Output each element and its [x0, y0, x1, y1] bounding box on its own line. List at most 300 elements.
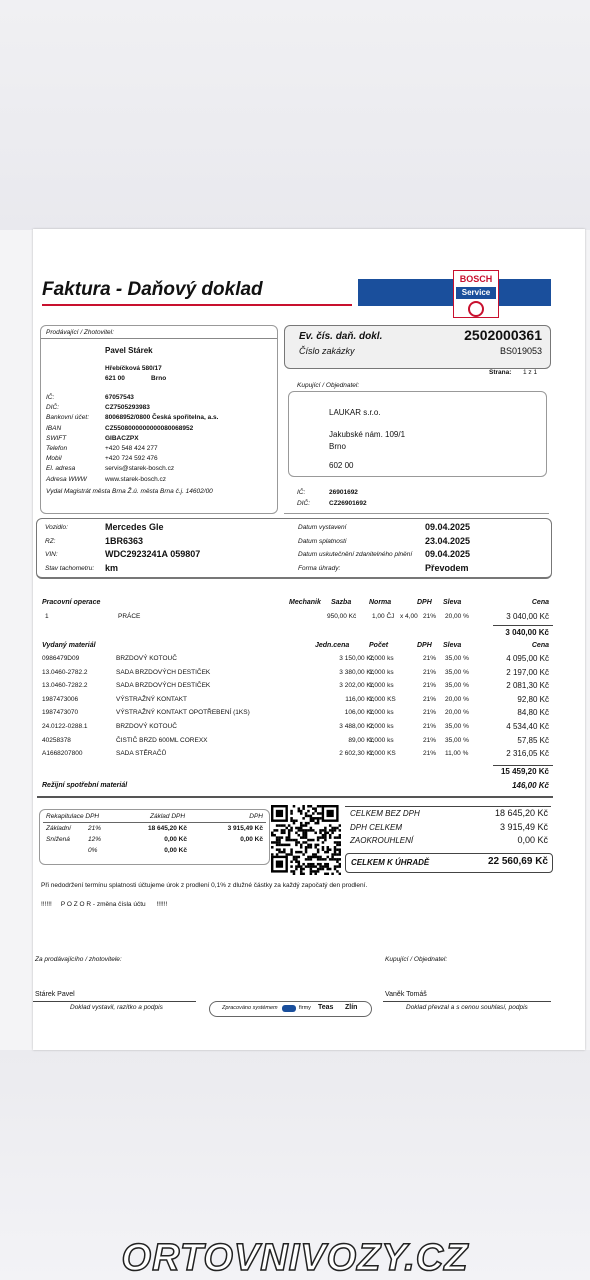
vehicle-value: km [105, 563, 119, 573]
qr-module [324, 829, 327, 832]
qr-module [283, 829, 286, 832]
qr-module [336, 848, 339, 851]
qr-module [285, 853, 288, 856]
qr-module [271, 846, 274, 849]
material-row-qty: 1,000 ks [369, 668, 394, 676]
qr-module [329, 868, 332, 871]
overhead-label: Režijní spotřební materiál [42, 782, 128, 789]
qr-module [310, 817, 313, 820]
buyer-box [288, 391, 547, 477]
work-total-line [493, 625, 553, 626]
qr-module [310, 873, 313, 875]
qr-module [288, 836, 291, 839]
qr-module [327, 846, 330, 849]
qr-module [334, 853, 337, 856]
vat-row-rate: 12% [88, 836, 102, 843]
qr-module [295, 868, 298, 871]
seller-box [40, 325, 278, 514]
material-row-vat: 21% [423, 709, 437, 717]
total-row-label: CELKEM BEZ DPH [350, 809, 420, 818]
qr-module [302, 817, 305, 820]
qr-module [281, 832, 284, 835]
material-row-discount: 20,00 % [445, 709, 469, 717]
qr-module [322, 836, 325, 839]
seller-street: Hřebíčková 580/17 [105, 365, 162, 372]
material-header-4: Sleva [443, 642, 462, 649]
seller-detail-value: servis@starek-bosch.cz [105, 465, 175, 473]
qr-module [307, 839, 310, 842]
buyer-name: LAUKAR s.r.o. [329, 408, 381, 417]
ev-label: Ev. čís. daň. dokl. [299, 331, 383, 342]
qr-module [285, 844, 288, 847]
material-total: 15 459,20 Kč [500, 767, 549, 776]
qr-module [327, 832, 330, 835]
qr-module [290, 851, 293, 854]
order-label: Číslo zakázky [299, 346, 355, 356]
qr-module [298, 829, 301, 832]
qr-module [310, 865, 313, 868]
total-row-value: 18 645,20 Kč [494, 808, 548, 818]
material-row-code: 13.0460-2782.2 [42, 668, 88, 676]
qr-module [312, 807, 315, 810]
qr-module [334, 848, 337, 851]
qr-module [317, 851, 320, 854]
qr-module [336, 861, 339, 864]
material-row-qty: 2,000 ks [369, 723, 394, 730]
qr-module [334, 858, 337, 861]
qr-module [285, 827, 288, 830]
vat-recap-box [39, 809, 270, 865]
vat-header-label: Rekapitulace DPH [46, 813, 100, 820]
vehicle-label: RZ: [45, 538, 56, 545]
work-row-norm: 1,00 ČJ [372, 613, 395, 620]
qr-module [314, 856, 317, 859]
qr-module [312, 856, 315, 859]
qr-module [281, 824, 284, 827]
bosch-service-logo [453, 270, 499, 318]
seller-detail-value: +420 724 592 476 [105, 455, 158, 463]
qr-module [314, 870, 317, 873]
qr-module [322, 848, 325, 851]
work-header-6: Cena [531, 599, 549, 606]
qr-module [290, 827, 293, 830]
qr-module [271, 832, 274, 835]
qr-module [278, 824, 281, 827]
qr-module [307, 822, 310, 825]
material-row-qty: 1,000 ks [369, 736, 394, 744]
material-row-code: 1987473070 [42, 709, 79, 717]
work-row-discount: 20,00 % [445, 613, 469, 620]
material-row-unit-price: 106,00 Kč [344, 709, 374, 717]
teas-system-badge [209, 1001, 372, 1017]
qr-module [300, 851, 303, 854]
qr-module [281, 851, 284, 854]
page-label: Strana: [489, 369, 512, 376]
qr-module [317, 856, 320, 859]
work-header-4: DPH [417, 599, 432, 606]
qr-module [278, 841, 281, 844]
qr-module [317, 812, 320, 815]
qr-module [300, 870, 303, 873]
qr-module [278, 848, 281, 851]
date-value: 09.04.2025 [425, 522, 471, 532]
material-row-code: 40258378 [42, 736, 71, 744]
work-header-1: Mechanik [289, 599, 321, 606]
invoice-title: Faktura - Daňový doklad [42, 279, 263, 300]
qr-module [300, 836, 303, 839]
logo-text-top: BOSCH [459, 274, 493, 284]
qr-module [300, 846, 303, 849]
qr-module [339, 851, 341, 854]
qr-module [307, 805, 310, 808]
qr-module [317, 868, 320, 871]
teas-logo-icon [282, 1005, 296, 1012]
qr-module [314, 865, 317, 868]
buyer-ic-label: IČ: [297, 489, 306, 496]
material-header-3: DPH [417, 642, 432, 649]
qr-module [339, 824, 341, 827]
seller-detail-value: CZ7505293983 [105, 404, 150, 412]
qr-module [276, 829, 279, 832]
qr-module [302, 834, 305, 837]
material-row-code: 13.0460-7282.2 [42, 682, 88, 690]
qr-module [293, 819, 296, 822]
qr-module [271, 841, 274, 844]
seller-name: Pavel Stárek [105, 346, 153, 355]
work-row-name: PRÁCE [118, 613, 141, 620]
qr-module [305, 824, 308, 827]
qr-module [273, 841, 276, 844]
qr-module [324, 839, 327, 842]
qr-module [302, 868, 305, 871]
qr-module [288, 844, 291, 847]
seller-detail-label: Mobil [46, 455, 62, 463]
seller-detail-value: CZ5508000000000080068952 [105, 424, 194, 432]
qr-module [322, 858, 325, 861]
material-row-name: SADA STĚRAČŮ [116, 750, 167, 758]
work-header-3: Norma [369, 599, 392, 606]
material-row-code: 0986479D09 [42, 655, 80, 662]
qr-module [314, 853, 317, 856]
qr-module [305, 841, 308, 844]
order-number: BS019053 [499, 346, 542, 356]
qr-module [288, 834, 291, 837]
qr-module [327, 856, 330, 859]
qr-module [339, 873, 341, 875]
qr-module [317, 836, 320, 839]
qr-module [290, 810, 293, 813]
qr-module [336, 865, 339, 868]
buyer-signature-label: Kupující / Objednatel: [385, 956, 448, 963]
qr-module [339, 844, 341, 847]
qr-module [312, 853, 315, 856]
qr-module [307, 858, 310, 861]
qr-module [336, 841, 339, 844]
qr-finder-inner [327, 810, 334, 817]
work-header-5: Sleva [443, 599, 462, 606]
grand-total-value: 22 560,69 Kč [487, 856, 548, 867]
qr-module [329, 834, 332, 837]
qr-module [329, 824, 332, 827]
document-number-box [284, 325, 551, 369]
qr-module [307, 846, 310, 849]
material-row-vat: 21% [423, 682, 437, 690]
seller-registration: Vydal Magistrát města Brna Ž.ú. města Brna č.j. 14602/00 [46, 488, 213, 495]
qr-module [290, 848, 293, 851]
qr-module [327, 865, 330, 868]
qr-module [300, 868, 303, 871]
qr-module [300, 865, 303, 868]
material-row-discount: 35,00 % [445, 682, 469, 690]
work-row-price: 3 040,00 Kč [506, 612, 549, 621]
buyer-ic: 26901692 [329, 489, 358, 496]
qr-module [324, 834, 327, 837]
material-row-name: BRZDOVÝ KOTOUČ [116, 723, 177, 730]
material-row-price: 4 534,40 Kč [506, 722, 549, 731]
logo-text-bottom: Service [456, 287, 496, 299]
vehicle-value: 1BR6363 [105, 536, 144, 546]
qr-module [290, 812, 293, 815]
qr-module [319, 832, 322, 835]
date-value: Převodem [425, 563, 469, 573]
qr-module [276, 853, 279, 856]
qr-module [331, 856, 334, 859]
qr-module [334, 851, 337, 854]
qr-module [317, 805, 320, 808]
qr-module [310, 856, 313, 859]
qr-module [298, 834, 301, 837]
qr-module [336, 836, 339, 839]
qr-module [310, 827, 313, 830]
material-row-qty: 2,000 ks [369, 655, 394, 662]
qr-module [300, 827, 303, 830]
material-row-vat: 21% [423, 668, 437, 676]
vehicle-value: Mercedes Gle [105, 522, 164, 532]
qr-module [293, 858, 296, 861]
qr-module [312, 829, 315, 832]
qr-module [310, 829, 313, 832]
material-row-name: SADA BRZDOVÝCH DESTIČEK [116, 682, 211, 690]
qr-module [329, 848, 332, 851]
qr-module [336, 844, 339, 847]
qr-module [322, 834, 325, 837]
qr-module [276, 839, 279, 842]
qr-module [319, 836, 322, 839]
seller-detail-label: Adresa WWW [46, 475, 87, 483]
qr-module [288, 853, 291, 856]
qr-module [302, 832, 305, 835]
qr-finder-inner [276, 810, 283, 817]
qr-module [298, 841, 301, 844]
material-row-price: 4 095,00 Kč [506, 654, 549, 663]
qr-module [302, 836, 305, 839]
material-row-discount: 11,00 % [445, 750, 469, 758]
account-change-warning: !!!!!! P O Z O R - změna čísla účtu !!!!!! [41, 901, 168, 908]
qr-module [314, 846, 317, 849]
material-row-name: BRZDOVÝ KOTOUČ [116, 655, 177, 662]
qr-module [324, 863, 327, 866]
qr-module [305, 851, 308, 854]
date-label: Datum uskutečnění zdanitelného plnění [298, 551, 413, 558]
qr-module [314, 873, 317, 875]
date-label: Datum vystavení [298, 524, 347, 531]
qr-module [290, 817, 293, 820]
qr-module [298, 863, 301, 866]
qr-module [285, 839, 288, 842]
interest-note: Při nedodržení termínu splatnosti účtujeme úrok z prodlení 0,1% z dlužné částky za každý započatý den prodlení. [41, 882, 368, 889]
qr-module [290, 865, 293, 868]
seller-detail-value: www.starek-bosch.cz [105, 475, 167, 483]
qr-module [300, 810, 303, 813]
qr-module [334, 836, 337, 839]
qr-module [334, 827, 337, 830]
qr-module [300, 873, 303, 875]
work-row-no: 1 [45, 613, 49, 620]
material-row-qty: 1,000 ks [369, 682, 394, 690]
qr-module [334, 868, 337, 871]
material-row-name: ČISTIČ BRZD 600ML COREXX [116, 736, 208, 744]
qr-module [295, 841, 298, 844]
qr-module [298, 810, 301, 813]
title-underline [42, 304, 352, 306]
qr-module [310, 815, 313, 818]
qr-module [285, 836, 288, 839]
qr-module [339, 829, 341, 832]
qr-module [339, 834, 341, 837]
material-row-unit-price: 3 380,00 Kč [339, 668, 374, 676]
buyer-signature-note: Doklad převzal a s cenou souhlasí, podpis [406, 1004, 528, 1011]
qr-module [317, 858, 320, 861]
qr-module [317, 822, 320, 825]
material-row-vat: 21% [423, 750, 437, 758]
vat-row-base: 18 645,20 Kč [147, 825, 187, 832]
qr-module [276, 844, 279, 847]
date-value: 09.04.2025 [425, 549, 471, 559]
qr-module [273, 834, 276, 837]
qr-module [317, 848, 320, 851]
seller-detail-value: +420 548 424 277 [105, 445, 158, 452]
qr-module [310, 839, 313, 842]
qr-module [276, 841, 279, 844]
system-text: Zpracováno systémem [222, 1005, 278, 1011]
ev-number: 2502000361 [464, 327, 542, 343]
qr-module [339, 865, 341, 868]
qr-module [322, 865, 325, 868]
qr-module [288, 832, 291, 835]
vat-row-rate: 0% [88, 847, 98, 854]
material-row-price: 2 197,00 Kč [506, 667, 549, 677]
system-city: Zlín [345, 1004, 358, 1011]
grand-total-label: CELKEM K ÚHRADĚ [351, 858, 430, 867]
qr-module [278, 836, 281, 839]
qr-module [331, 873, 334, 875]
qr-module [276, 848, 279, 851]
qr-module [298, 861, 301, 864]
totals-top-line [345, 806, 551, 807]
qr-module [271, 853, 274, 856]
material-header-2: Počet [369, 642, 389, 649]
qr-module [283, 844, 286, 847]
qr-module [339, 863, 341, 866]
qr-module [312, 819, 315, 822]
qr-module [339, 836, 341, 839]
qr-module [302, 829, 305, 832]
buyer-street: Jakubské nám. 109/1 [329, 430, 406, 439]
qr-module [295, 856, 298, 859]
seller-city: Brno [151, 375, 167, 382]
material-row-unit-price: 3 488,00 Kč [339, 723, 374, 730]
qr-module [307, 863, 310, 866]
qr-module [300, 824, 303, 827]
material-row-unit-price: 89,00 Kč [348, 736, 374, 744]
qr-module [295, 858, 298, 861]
qr-module [310, 819, 313, 822]
qr-module [300, 812, 303, 815]
qr-module [339, 858, 341, 861]
material-row-name: VÝSTRAŽNÝ KONTAKT [116, 695, 188, 703]
qr-module [312, 817, 315, 820]
qr-module [329, 836, 332, 839]
qr-module [334, 846, 337, 849]
qr-module [305, 858, 308, 861]
vat-header-vat: DPH [249, 813, 263, 820]
qr-module [290, 853, 293, 856]
vat-row-base: 0,00 Kč [164, 847, 187, 854]
material-row-price: 57,85 Kč [517, 735, 549, 745]
qr-module [322, 829, 325, 832]
qr-module [336, 853, 339, 856]
vat-header-line [43, 822, 266, 823]
qr-module [278, 851, 281, 854]
material-header-1: Jedn.cena [315, 642, 350, 649]
qr-module [319, 856, 322, 859]
buyer-signature-name: Vaněk Tomáš [385, 991, 427, 998]
vat-header-base: Základ DPH [150, 813, 186, 820]
qr-module [327, 868, 330, 871]
qr-module [281, 844, 284, 847]
buyer-label: Kupující / Objednatel: [297, 382, 360, 389]
invoice-page [33, 229, 585, 1050]
qr-module [317, 817, 320, 820]
background-top [0, 0, 590, 230]
qr-module [307, 865, 310, 868]
material-row-name: VÝSTRAŽNÝ KONTAKT OPOTŘEBENÍ (1KS) [116, 709, 250, 717]
material-row-unit-price: 3 202,00 Kč [339, 682, 374, 690]
total-row-label: ZAOKROUHLENÍ [350, 836, 414, 845]
qr-module [314, 822, 317, 825]
vehicle-box [36, 518, 552, 579]
material-row-vat: 21% [423, 723, 437, 730]
qr-module [302, 841, 305, 844]
qr-module [324, 873, 327, 875]
qr-module [312, 870, 315, 873]
qr-module [293, 839, 296, 842]
material-row-code: 1987473006 [42, 695, 79, 703]
qr-module [319, 829, 322, 832]
qr-module [319, 812, 322, 815]
qr-module [317, 870, 320, 873]
work-header-0: Pracovní operace [42, 599, 101, 606]
qr-module [319, 865, 322, 868]
seller-label: Prodávající / Zhotovitel: [46, 329, 114, 336]
qr-module [327, 873, 330, 875]
qr-module [334, 841, 337, 844]
qr-module [314, 807, 317, 810]
qr-module [295, 861, 298, 864]
work-row-rate: 950,00 Kč [327, 613, 357, 620]
date-label: Datum splatnosti [298, 538, 347, 545]
qr-module [305, 832, 308, 835]
